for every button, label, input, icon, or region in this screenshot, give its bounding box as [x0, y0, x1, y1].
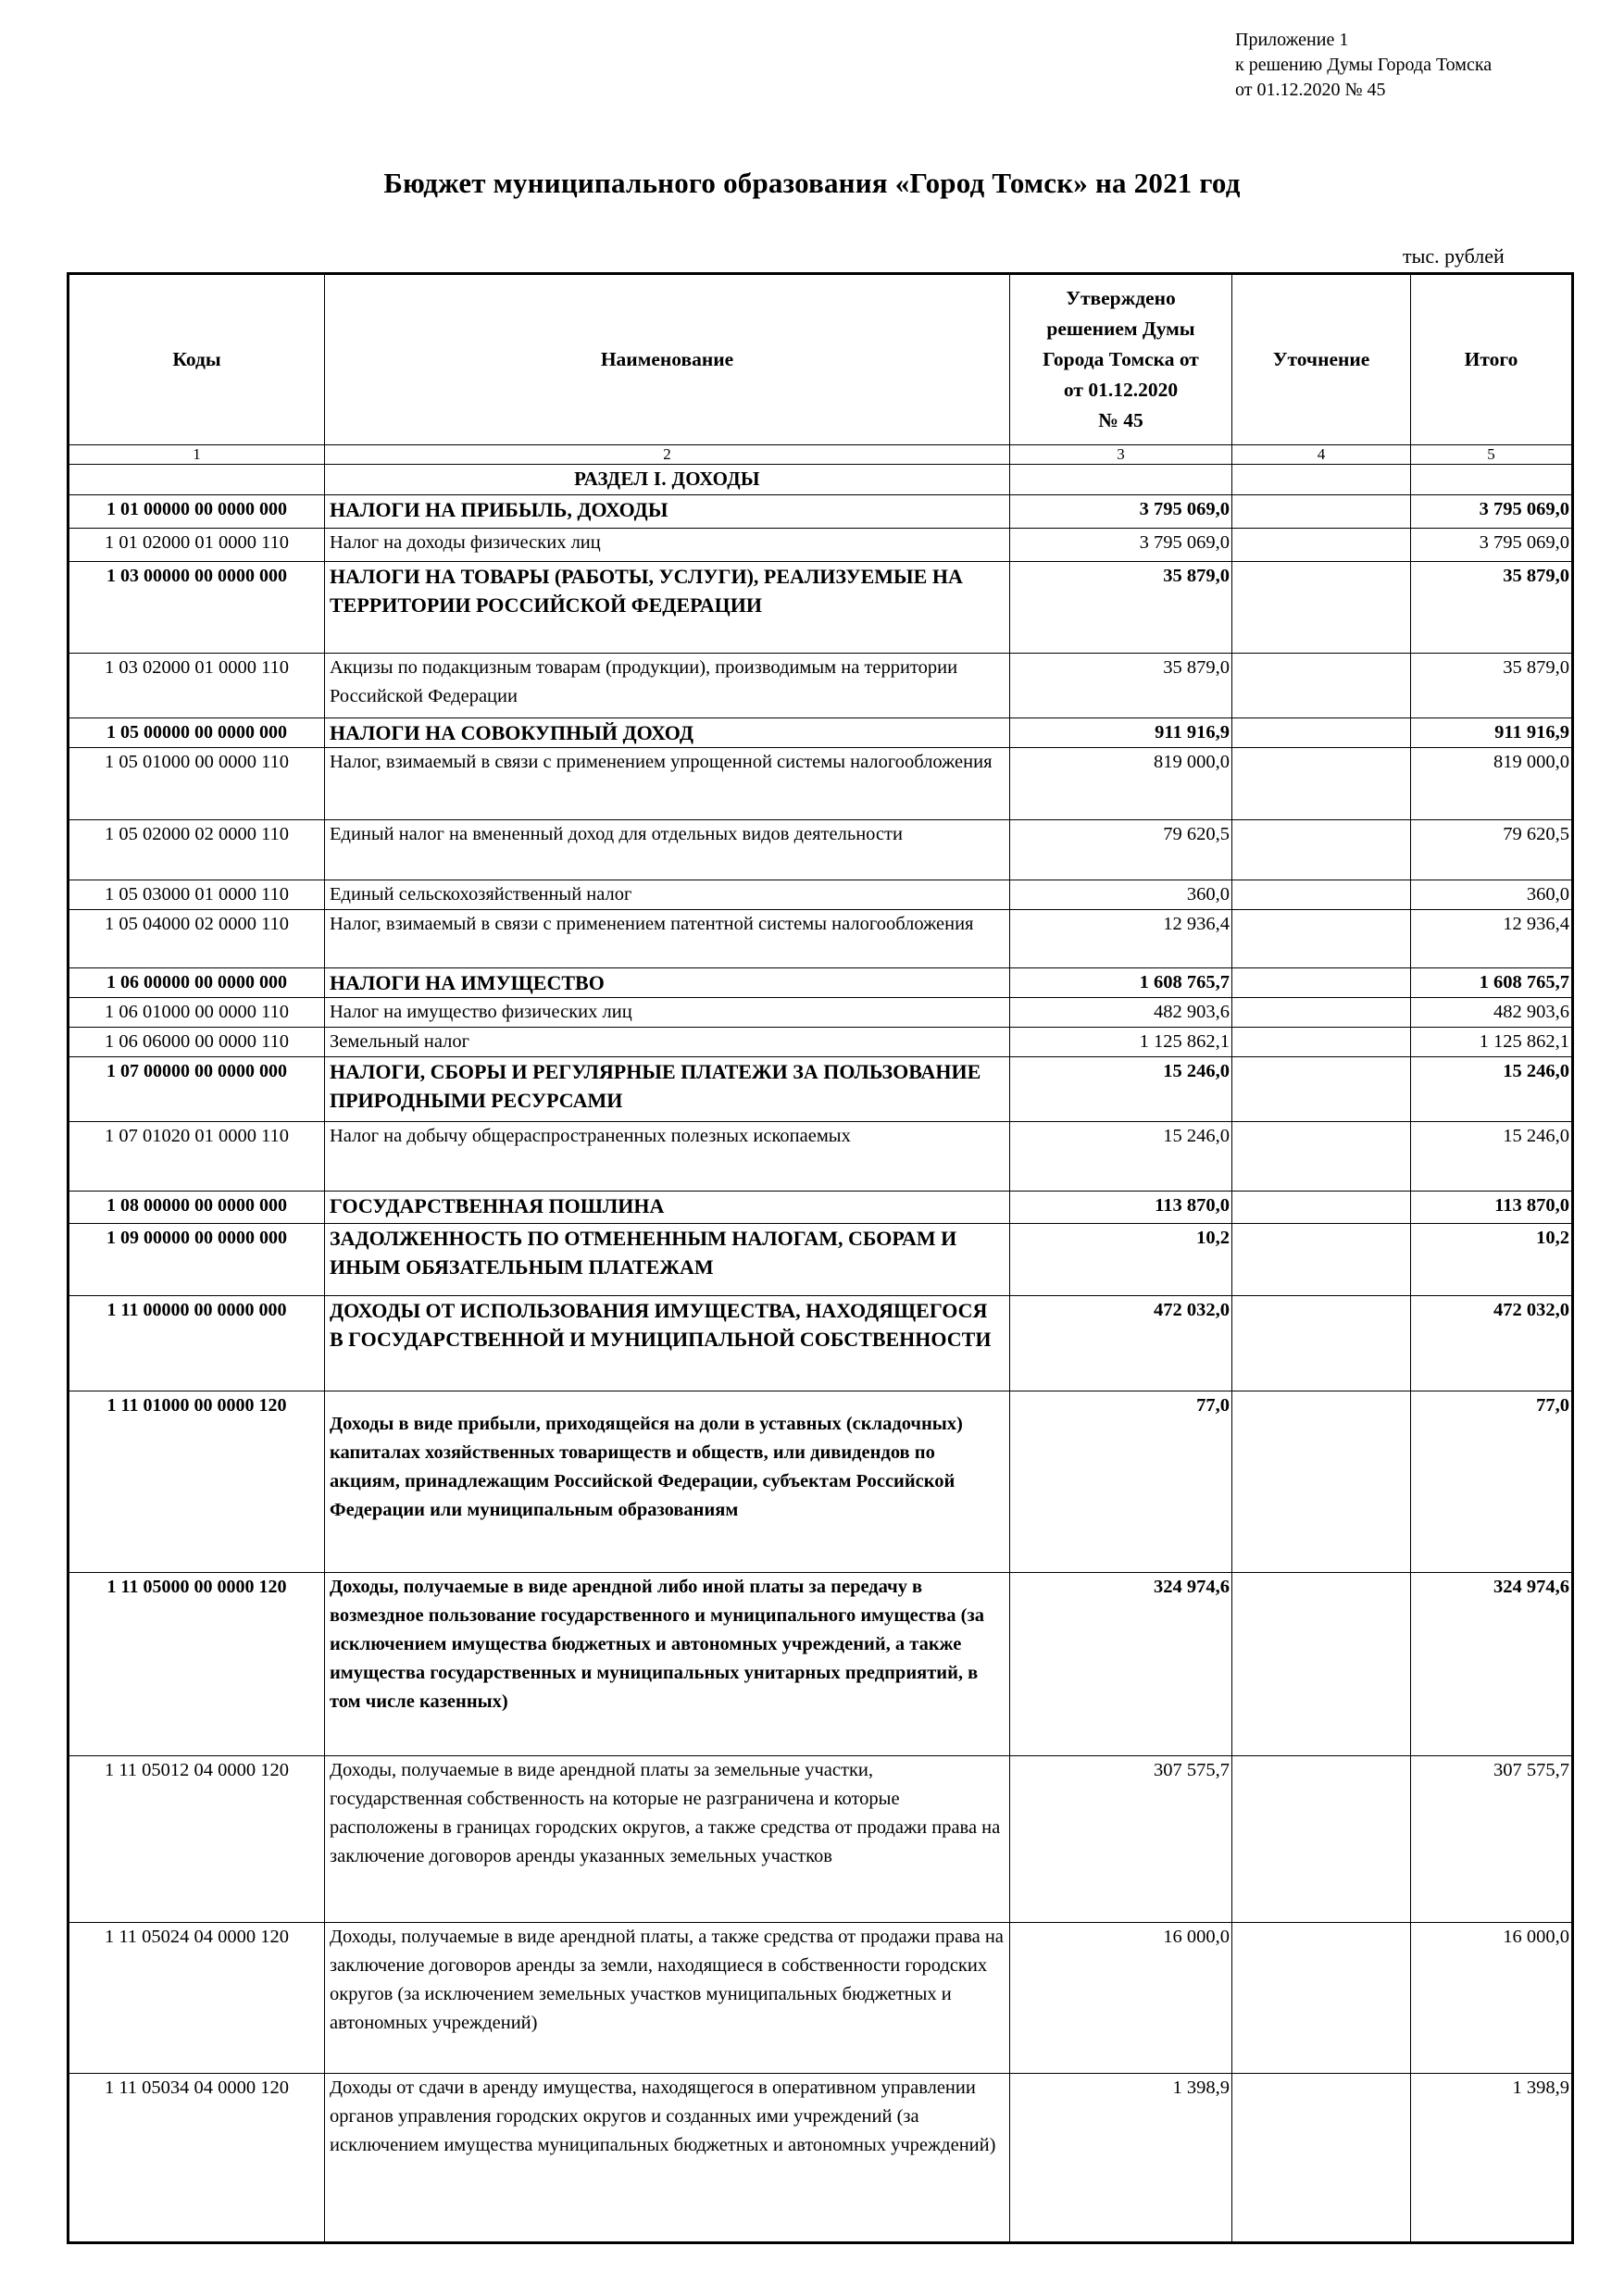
appendix-line: Приложение 1: [1235, 30, 1349, 50]
name-cell: Налог на доходы физических лиц: [325, 529, 1010, 562]
total-cell: 324 974,6: [1411, 1573, 1573, 1756]
table-row: [69, 718, 1573, 748]
header-row: [69, 274, 1573, 445]
approved-cell: 35 879,0: [1010, 654, 1232, 718]
code-cell: 1 09 00000 00 0000 000: [69, 1224, 325, 1296]
total-cell: 911 916,9: [1411, 718, 1573, 748]
code-cell: 1 08 00000 00 0000 000: [69, 1192, 325, 1224]
approved-cell: 3 795 069,0: [1010, 495, 1232, 529]
table-row: [69, 998, 1573, 1028]
name-cell: Доходы в виде прибыли, приходящейся на доли в уставных (складочных) капиталах хозяйственных товариществ и обществ, или дивидендов по акциям, принадлежащим Российской Федерации, субъектам Российской Федерации или муниципальным образованиям: [325, 1391, 1010, 1573]
change-cell: [1232, 1296, 1411, 1391]
change-cell: [1232, 2074, 1411, 2243]
table-row: [69, 2074, 1573, 2243]
code-cell: 1 11 01000 00 0000 120: [69, 1391, 325, 1573]
table-row: [69, 748, 1573, 820]
approved-header-line: от 01.12.2020: [1063, 379, 1179, 401]
code-cell: 1 11 05024 04 0000 120: [69, 1923, 325, 2074]
name-cell: Земельный налог: [325, 1028, 1010, 1057]
column-number: 1: [69, 445, 325, 465]
code-cell: 1 03 02000 01 0000 110: [69, 654, 325, 718]
code-cell: 1 11 05034 04 0000 120: [69, 2074, 325, 2243]
document-title: Бюджет муниципального образования «Город Томск» на 2021 год: [383, 167, 1241, 199]
name-cell: Налог на имущество физических лиц: [325, 998, 1010, 1028]
code-cell: 1 05 01000 00 0000 110: [69, 748, 325, 820]
name-cell: Единый налог на вмененный доход для отдельных видов деятельности: [325, 820, 1010, 880]
table-row: [69, 654, 1573, 718]
approved-cell: 1 608 765,7: [1010, 968, 1232, 998]
units-label: тыс. рублей: [1403, 244, 1505, 268]
total-cell: 10,2: [1411, 1224, 1573, 1296]
column-number-row: [69, 445, 1573, 465]
column-number: 3: [1010, 445, 1232, 465]
name-cell: Доходы, получаемые в виде арендной платы, а также средства от продажи права на заключение договоров аренды за земли, находящиеся в собственности городских округов (за исключением земельных участков муниципальных бюджетных и автономных учреждений): [325, 1923, 1010, 2074]
change-cell: [1232, 1391, 1411, 1573]
approved-header-line: № 45: [1098, 409, 1143, 431]
code-cell: 1 05 00000 00 0000 000: [69, 718, 325, 748]
table-row: [69, 529, 1573, 562]
column-header-approved: [1010, 274, 1232, 445]
code-cell: 1 03 00000 00 0000 000: [69, 562, 325, 654]
code-cell: 1 11 00000 00 0000 000: [69, 1296, 325, 1391]
column-header-total: Итого: [1411, 274, 1573, 445]
table-row: [69, 1057, 1573, 1122]
section-empty-cell: [1010, 465, 1232, 495]
total-cell: 1 398,9: [1411, 2074, 1573, 2243]
column-header-name: Наименование: [325, 274, 1010, 445]
name-cell: Доходы, получаемые в виде арендной либо иной платы за передачу в возмездное пользование государственного и муниципального имущества (за исключением имущества бюджетных и автономных учреждений, а также имущества государственных и муниципальных унитарных предприятий, в том числе казенных): [325, 1573, 1010, 1756]
approved-cell: 3 795 069,0: [1010, 529, 1232, 562]
total-cell: 482 903,6: [1411, 998, 1573, 1028]
name-cell: Единый сельскохозяйственный налог: [325, 880, 1010, 910]
name-cell: Налог, взимаемый в связи с применением патентной системы налогообложения: [325, 910, 1010, 968]
change-cell: [1232, 529, 1411, 562]
table-row: [69, 968, 1573, 998]
name-cell: НАЛОГИ НА ИМУЩЕСТВО: [325, 968, 1010, 998]
name-cell: НАЛОГИ НА ПРИБЫЛЬ, ДОХОДЫ: [325, 495, 1010, 529]
approved-cell: 472 032,0: [1010, 1296, 1232, 1391]
budget-table: [67, 272, 1574, 2244]
change-cell: [1232, 1224, 1411, 1296]
appendix-line: от 01.12.2020 № 45: [1235, 80, 1386, 100]
total-cell: 15 246,0: [1411, 1057, 1573, 1122]
approved-cell: 35 879,0: [1010, 562, 1232, 654]
name-cell: НАЛОГИ НА ТОВАРЫ (РАБОТЫ, УСЛУГИ), РЕАЛИЗУЕМЫЕ НА ТЕРРИТОРИИ РОССИЙСКОЙ ФЕДЕРАЦИИ: [325, 562, 1010, 654]
approved-cell: 324 974,6: [1010, 1573, 1232, 1756]
name-cell: ГОСУДАРСТВЕННАЯ ПОШЛИНА: [325, 1192, 1010, 1224]
code-cell: 1 11 05012 04 0000 120: [69, 1756, 325, 1923]
name-cell: Доходы от сдачи в аренду имущества, находящегося в оперативном управлении органов управления городских округов и созданных ими учреждений (за исключением имущества муниципальных бюджетных и автономных учреждений): [325, 2074, 1010, 2243]
approved-cell: 15 246,0: [1010, 1122, 1232, 1192]
change-cell: [1232, 998, 1411, 1028]
section-title-text: РАЗДЕЛ I. ДОХОДЫ: [574, 468, 760, 490]
change-cell: [1232, 718, 1411, 748]
total-cell: 12 936,4: [1411, 910, 1573, 968]
code-cell: 1 11 05000 00 0000 120: [69, 1573, 325, 1756]
approved-header-line: Утверждено: [1066, 287, 1176, 309]
table-row: [69, 1296, 1573, 1391]
total-cell: 1 125 862,1: [1411, 1028, 1573, 1057]
approved-cell: 79 620,5: [1010, 820, 1232, 880]
approved-cell: 819 000,0: [1010, 748, 1232, 820]
code-cell: 1 05 03000 01 0000 110: [69, 880, 325, 910]
total-cell: 15 246,0: [1411, 1122, 1573, 1192]
approved-cell: 360,0: [1010, 880, 1232, 910]
appendix-line: к решению Думы Города Томска: [1235, 55, 1493, 75]
approved-cell: 113 870,0: [1010, 1192, 1232, 1224]
code-cell: 1 06 06000 00 0000 110: [69, 1028, 325, 1057]
table-row: [69, 562, 1573, 654]
column-header-change: Уточнение: [1232, 274, 1411, 445]
total-cell: 3 795 069,0: [1411, 529, 1573, 562]
table-row: [69, 495, 1573, 529]
change-cell: [1232, 968, 1411, 998]
code-cell: 1 05 02000 02 0000 110: [69, 820, 325, 880]
change-cell: [1232, 820, 1411, 880]
change-cell: [1232, 1573, 1411, 1756]
approved-cell: 10,2: [1010, 1224, 1232, 1296]
table-row: [69, 820, 1573, 880]
change-cell: [1232, 562, 1411, 654]
name-cell: Доходы, получаемые в виде арендной платы за земельные участки, государственная собственность на которые не разграничена и которые расположены в границах городских округов, а также средства от продажи права на заключение договоров аренды указанных земельных участков: [325, 1756, 1010, 1923]
table-row: [69, 1192, 1573, 1224]
change-cell: [1232, 880, 1411, 910]
approved-cell: 1 398,9: [1010, 2074, 1232, 2243]
total-cell: 79 620,5: [1411, 820, 1573, 880]
section-code-cell: [69, 465, 325, 495]
table-row: [69, 880, 1573, 910]
name-cell: НАЛОГИ НА СОВОКУПНЫЙ ДОХОД: [325, 718, 1010, 748]
section-title: [325, 465, 1010, 495]
total-cell: 16 000,0: [1411, 1923, 1573, 2074]
total-cell: 472 032,0: [1411, 1296, 1573, 1391]
total-cell: 1 608 765,7: [1411, 968, 1573, 998]
column-number: 5: [1411, 445, 1573, 465]
change-cell: [1232, 1756, 1411, 1923]
table-row: [69, 1224, 1573, 1296]
total-cell: 35 879,0: [1411, 562, 1573, 654]
approved-header-line: Города Томска от: [1043, 348, 1199, 370]
table-row: [69, 1573, 1573, 1756]
approved-cell: 15 246,0: [1010, 1057, 1232, 1122]
table-row: [69, 1923, 1573, 2074]
name-cell: ЗАДОЛЖЕННОСТЬ ПО ОТМЕНЕННЫМ НАЛОГАМ, СБОРАМ И ИНЫМ ОБЯЗАТЕЛЬНЫМ ПЛАТЕЖАМ: [325, 1224, 1010, 1296]
total-cell: 35 879,0: [1411, 654, 1573, 718]
change-cell: [1232, 748, 1411, 820]
code-cell: 1 05 04000 02 0000 110: [69, 910, 325, 968]
approved-cell: 16 000,0: [1010, 1923, 1232, 2074]
table-row: [69, 1028, 1573, 1057]
approved-cell: 12 936,4: [1010, 910, 1232, 968]
approved-cell: 1 125 862,1: [1010, 1028, 1232, 1057]
table-row: [69, 910, 1573, 968]
total-cell: 819 000,0: [1411, 748, 1573, 820]
approved-cell: 482 903,6: [1010, 998, 1232, 1028]
name-cell: Налог на добычу общераспространенных полезных ископаемых: [325, 1122, 1010, 1192]
name-cell: ДОХОДЫ ОТ ИСПОЛЬЗОВАНИЯ ИМУЩЕСТВА, НАХОДЯЩЕГОСЯ В ГОСУДАРСТВЕННОЙ И МУНИЦИПАЛЬНОЙ СОБСТВЕННОСТИ: [325, 1296, 1010, 1391]
total-cell: 113 870,0: [1411, 1192, 1573, 1224]
approved-cell: 911 916,9: [1010, 718, 1232, 748]
approved-header-line: решением Думы: [1046, 318, 1195, 340]
code-cell: 1 07 00000 00 0000 000: [69, 1057, 325, 1122]
approved-cell: 77,0: [1010, 1391, 1232, 1573]
change-cell: [1232, 910, 1411, 968]
name-cell: Налог, взимаемый в связи с применением упрощенной системы налогообложения: [325, 748, 1010, 820]
code-cell: 1 01 00000 00 0000 000: [69, 495, 325, 529]
name-cell: Акцизы по подакцизным товарам (продукции), производимым на территории Российской Федерации: [325, 654, 1010, 718]
change-cell: [1232, 1028, 1411, 1057]
column-header-code: Коды: [69, 274, 325, 445]
table-row: [69, 1122, 1573, 1192]
approved-cell: 307 575,7: [1010, 1756, 1232, 1923]
code-cell: 1 07 01020 01 0000 110: [69, 1122, 325, 1192]
table-row: [69, 1391, 1573, 1573]
change-cell: [1232, 1923, 1411, 2074]
column-number: 4: [1232, 445, 1411, 465]
section-row: [69, 465, 1573, 495]
total-cell: 360,0: [1411, 880, 1573, 910]
section-empty-cell: [1411, 465, 1573, 495]
change-cell: [1232, 1192, 1411, 1224]
code-cell: 1 06 01000 00 0000 110: [69, 998, 325, 1028]
table-row: [69, 1756, 1573, 1923]
total-cell: 307 575,7: [1411, 1756, 1573, 1923]
appendix-note: [1235, 28, 1492, 103]
change-cell: [1232, 1122, 1411, 1192]
change-cell: [1232, 495, 1411, 529]
name-cell: НАЛОГИ, СБОРЫ И РЕГУЛЯРНЫЕ ПЛАТЕЖИ ЗА ПОЛЬЗОВАНИЕ ПРИРОДНЫМИ РЕСУРСАМИ: [325, 1057, 1010, 1122]
column-number: 2: [325, 445, 1010, 465]
section-empty-cell: [1232, 465, 1411, 495]
change-cell: [1232, 1057, 1411, 1122]
table-body: [69, 445, 1573, 2243]
total-cell: 77,0: [1411, 1391, 1573, 1573]
code-cell: 1 06 00000 00 0000 000: [69, 968, 325, 998]
code-cell: 1 01 02000 01 0000 110: [69, 529, 325, 562]
change-cell: [1232, 654, 1411, 718]
total-cell: 3 795 069,0: [1411, 495, 1573, 529]
